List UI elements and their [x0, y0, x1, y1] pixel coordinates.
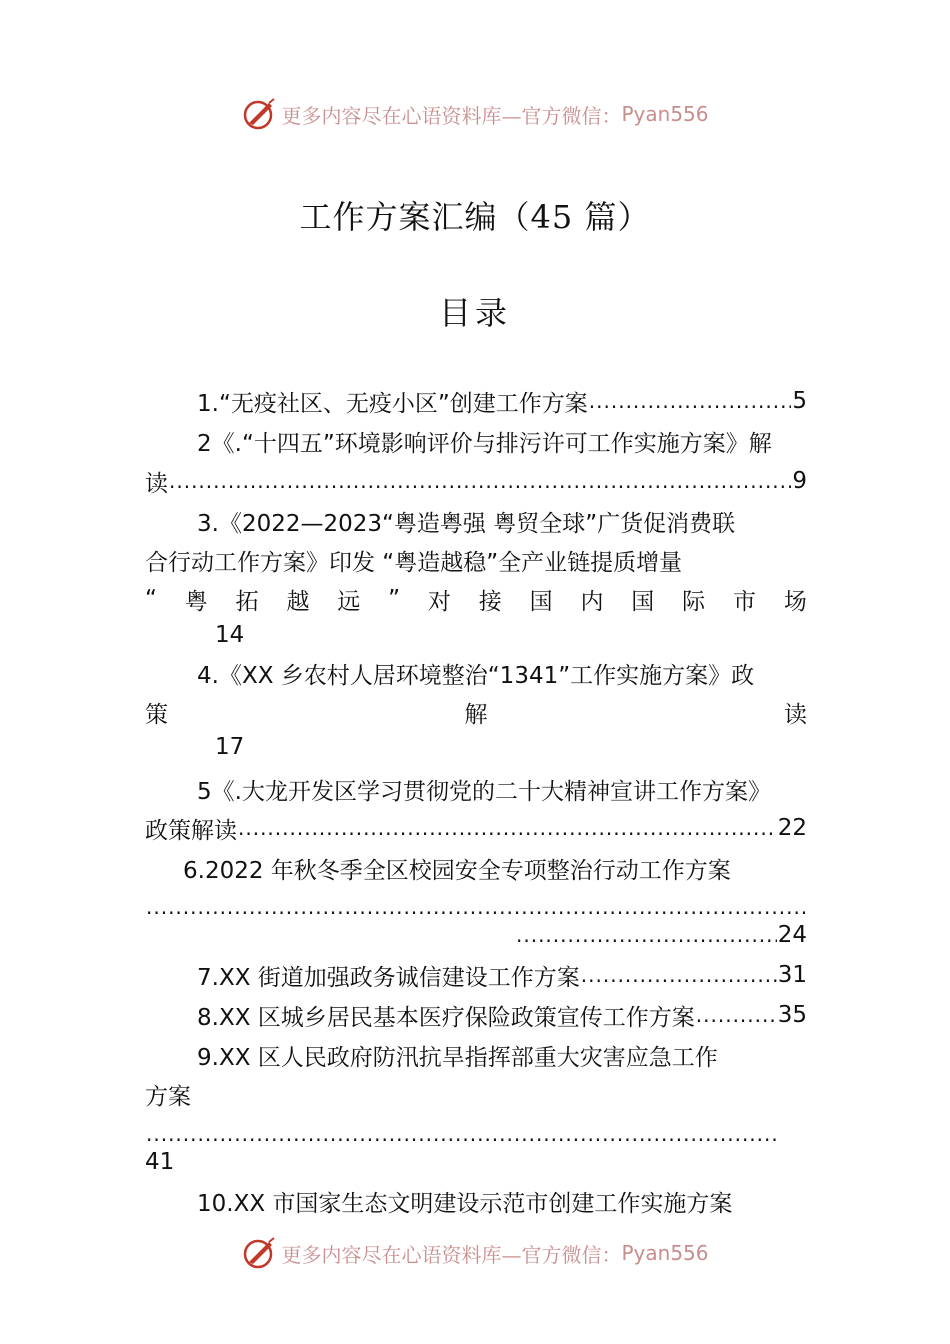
toc-char: 粤: [184, 588, 208, 615]
toc-entry-3-cont2[interactable]: [145, 580, 807, 618]
toc-char: 对: [427, 588, 451, 615]
toc-entry-text: 合行动工作方案》印发 “粤造越稳”全产业链提质增量: [145, 549, 683, 576]
toc-char: 策: [145, 701, 168, 728]
toc-entry-text: 10.XX 市国家生态文明建设示范市创建工作实施方案: [197, 1190, 733, 1217]
toc-entry-9-page[interactable]: [145, 1143, 807, 1181]
toc-entry-3-cont[interactable]: [145, 541, 807, 579]
toc-page-number: 24: [777, 922, 807, 948]
watermark-header: [0, 94, 950, 134]
toc-entry-10[interactable]: [145, 1182, 807, 1220]
toc-char: “: [145, 586, 157, 612]
dot-leader: [589, 389, 792, 413]
toc-char: 国: [631, 588, 655, 615]
toc-char: 内: [580, 588, 604, 615]
toc-entry-5-cont[interactable]: [145, 809, 807, 847]
toc-entry-5[interactable]: [145, 770, 835, 808]
toc-entry-2-cont[interactable]: [145, 462, 807, 500]
toc-char: 解: [464, 701, 488, 728]
toc-page-number: 5: [792, 388, 807, 414]
toc-page-number: 17: [215, 734, 245, 760]
document-title: 工作方案汇编（45 篇）: [299, 198, 651, 236]
toc-char: 场: [783, 588, 807, 615]
toc-entry-2[interactable]: [145, 422, 835, 460]
toc-char: 拓: [235, 588, 259, 615]
toc-char: 越: [286, 588, 310, 615]
toc-entry-text: 3.《2022—2023“粤造粤强 粤贸全球”广货促消费联: [197, 510, 736, 537]
quill-logo-icon: [241, 1236, 277, 1270]
toc-entry-6-page[interactable]: [145, 916, 807, 954]
dot-leader: [696, 1003, 777, 1027]
toc-char: 读: [784, 701, 807, 728]
toc-entry-4[interactable]: [145, 654, 807, 692]
toc-entry-text: 8.XX 区城乡居民基本医疗保险政策宣传工作方案: [197, 1004, 695, 1031]
toc-entry-9-cont[interactable]: [145, 1075, 807, 1113]
toc-entry-text: 政策解读: [145, 817, 237, 844]
watermark-handle: Pyan556: [621, 102, 709, 126]
toc-entry-4-page[interactable]: [145, 728, 877, 766]
watermark-text: 更多内容尽在心语资料库—官方微信：: [281, 1242, 622, 1267]
toc-page-number: 9: [792, 468, 807, 494]
toc-page-number: 14: [215, 622, 245, 648]
watermark-footer: [0, 1233, 950, 1273]
dot-leader: [169, 469, 791, 493]
toc-char: 接: [478, 588, 502, 615]
toc-page-number: 35: [777, 1002, 807, 1028]
toc-page-number: 41: [145, 1149, 175, 1175]
toc-entry-text: 9.XX 区人民政府防汛抗旱指挥部重大灾害应急工作: [197, 1044, 718, 1071]
toc-char: 远: [337, 588, 361, 615]
toc-entry-9[interactable]: [145, 1036, 807, 1074]
toc-entry-3-page[interactable]: [145, 616, 877, 654]
toc-entry-text: 2《.“十四五”环境影响评价与排污许可工作实施方案》解: [197, 430, 772, 457]
dot-leader: [581, 963, 777, 987]
toc-page-number: 22: [777, 815, 807, 841]
toc-entry-text: 1.“无疫社区、无疫小区”创建工作方案: [197, 390, 588, 417]
toc-entry-text: 5《.大龙开发区学习贯彻党的二十大精神宣讲工作方案》: [197, 778, 771, 805]
dot-leader: [238, 816, 777, 840]
toc-heading: 目录: [438, 294, 511, 332]
toc-char: ”: [388, 586, 401, 612]
toc-entry-6[interactable]: [145, 849, 807, 887]
toc-entry-1[interactable]: [145, 382, 807, 420]
watermark-text: 更多内容尽在心语资料库—官方微信：: [281, 103, 622, 128]
quill-logo-icon: [241, 97, 277, 131]
toc-entry-8[interactable]: [145, 996, 807, 1034]
dot-leader: [516, 923, 777, 947]
toc-entry-3[interactable]: [145, 502, 807, 540]
toc-entry-text: 6.2022 年秋冬季全区校园安全专项整治行动工作方案: [183, 857, 731, 884]
toc-entry-7[interactable]: [145, 956, 807, 994]
watermark-handle: Pyan556: [621, 1241, 709, 1265]
toc-char: 国: [529, 588, 553, 615]
toc-char: 际: [682, 588, 706, 615]
toc-char: 市: [732, 588, 756, 615]
toc-entry-text: 方案: [145, 1083, 191, 1110]
toc-entry-4-cont[interactable]: [145, 693, 807, 731]
toc-entry-text: 读: [145, 470, 168, 497]
toc-entry-text: 4.《XX 乡农村人居环境整治“1341”工作实施方案》政: [197, 662, 755, 689]
toc-entry-text: 7.XX 街道加强政务诚信建设工作方案: [197, 964, 580, 991]
toc-page-number: 31: [777, 962, 807, 988]
